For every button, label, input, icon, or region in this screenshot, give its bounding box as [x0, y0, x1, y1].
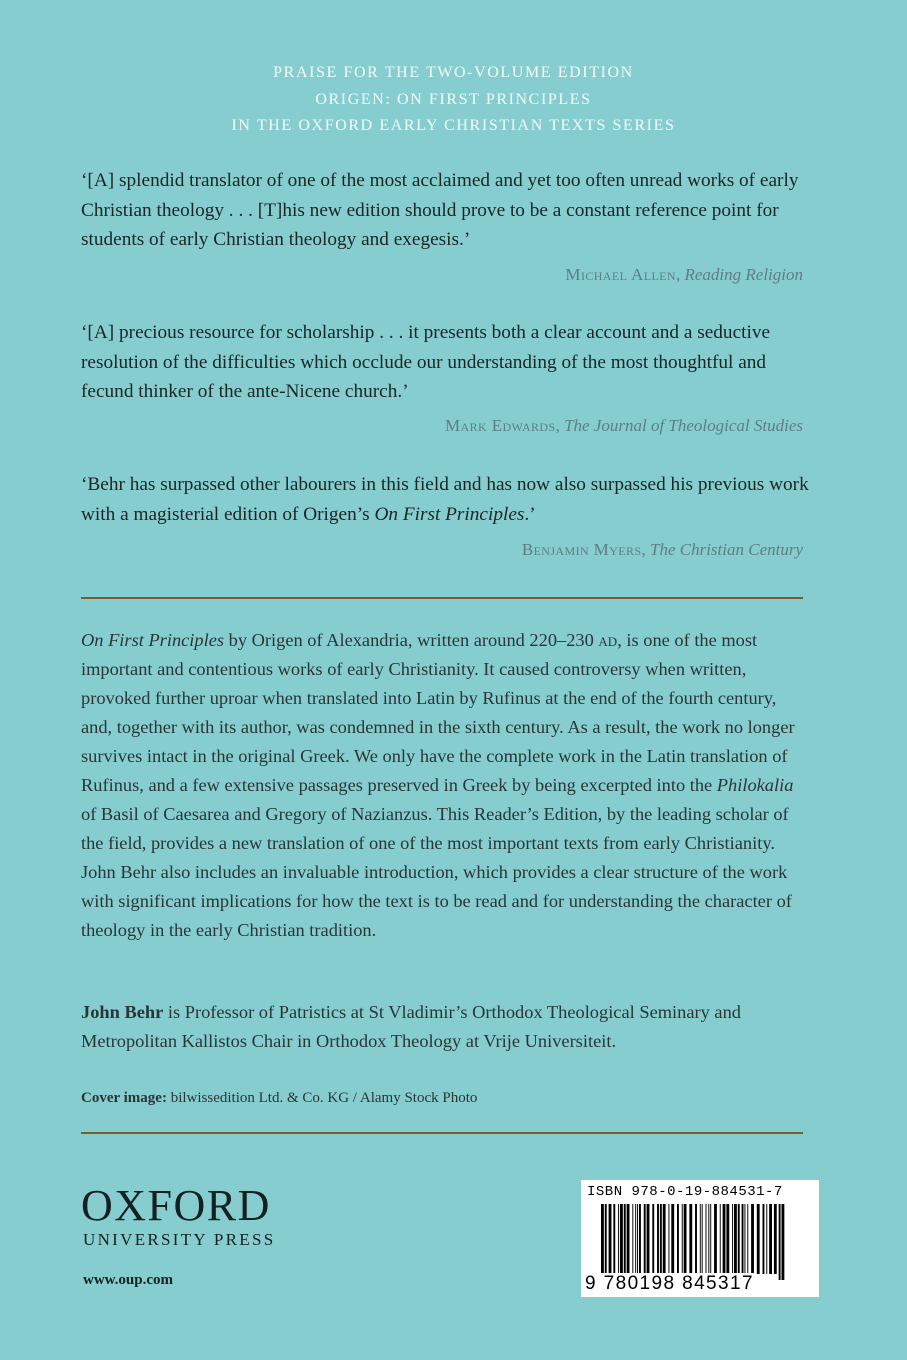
quote-book-title: On First Principles: [374, 503, 525, 525]
quote-source: The Journal of Theological Studies: [564, 416, 803, 435]
author-name: John Behr: [81, 1002, 164, 1022]
publisher-url[interactable]: www.oup.com: [83, 1272, 174, 1288]
quote-attribution-1: Michael Allen, Reading Religion: [565, 265, 803, 284]
quote-text-part: ‘Behr has surpassed other labourers in this field and has now also surpassed his previous work with a magisterial edition of Origen’s: [81, 474, 809, 525]
barcode-bar: [609, 1204, 612, 1274]
barcode-bar: [644, 1204, 646, 1274]
barcode-bar: [671, 1204, 674, 1274]
barcode-bar: [723, 1204, 726, 1274]
isbn-barcode: [581, 1180, 819, 1297]
barcode-bar: [632, 1204, 633, 1274]
barcode-bar: [751, 1204, 754, 1274]
barcode-bar: [605, 1204, 607, 1280]
quote-source: Reading Religion: [684, 265, 803, 284]
ean-digits: 9 780198 845317: [585, 1273, 754, 1294]
quote-author: Mark Edwards: [445, 416, 556, 435]
isbn-label: ISBN 978-0-19-884531-7: [587, 1184, 783, 1200]
barcode-bars: [581, 1204, 819, 1280]
quote-text-part: .’: [524, 503, 536, 525]
barcode-bar: [782, 1204, 785, 1280]
barcode-bar: [732, 1204, 733, 1274]
review-quote-1: [81, 166, 811, 255]
barcode-bar: [652, 1204, 654, 1274]
barcode-bar: [660, 1204, 662, 1274]
publisher-subtitle: UNIVERSITY PRESS: [83, 1230, 276, 1249]
barcode-bar: [618, 1204, 619, 1274]
barcode-bar: [689, 1204, 692, 1280]
barcode-bar: [700, 1204, 701, 1274]
description-paragraph: [81, 626, 811, 945]
era-label: ad: [598, 630, 618, 650]
barcode-bar: [708, 1204, 709, 1274]
quote-author: Michael Allen: [565, 265, 676, 284]
praise-header: [0, 60, 907, 140]
barcode-bar: [635, 1204, 636, 1274]
barcode-bar: [601, 1204, 604, 1280]
barcode-bar: [684, 1204, 687, 1274]
barcode-bar: [726, 1204, 729, 1274]
quote-attribution-3: Benjamin Myers, The Christian Century: [521, 540, 803, 559]
barcode-bar: [742, 1204, 744, 1274]
description-text: of Basil of Caesarea and Gregory of Nazianzus. This Reader’s Edition, by the leading scholar of the field, provides a new translation of one of the most important texts from early Christianity. John Behr also includes an invaluable introduction, which provides a clear structure of the work with significant implications for how the text is to be read and for understanding the character of theology in the early Christian tradition.: [81, 804, 792, 940]
barcode-bar: [747, 1204, 748, 1274]
bio-paragraph: [81, 998, 811, 1056]
barcode-bar: [706, 1204, 707, 1274]
barcode-bar: [702, 1204, 703, 1274]
barcode-bar: [695, 1204, 697, 1280]
barcode-bar: [637, 1204, 638, 1274]
barcode-bar: [720, 1204, 721, 1274]
barcode-bar: [613, 1204, 615, 1274]
quote-author: Benjamin Myers: [521, 540, 642, 559]
barcode-bar: [734, 1204, 737, 1274]
description-text: , is one of the most important and contentious works of early Christianity. It caused controversy when written, provoked further uproar when translated into Latin by Rufinus at the end of the fourth century, and, together with its author, was condemned in the sixth century. As a result, the work no longer survives intact in the original Greek. We only have the complete work in the Latin translation of Rufinus, and a few extensive passages preserved in Greek by being excerpted into the: [81, 630, 795, 795]
barcode-bar: [647, 1204, 650, 1274]
divider-rule: [81, 597, 803, 599]
barcode-bar: [738, 1204, 740, 1274]
barcode-bar: [774, 1204, 777, 1274]
author-bio: [81, 998, 811, 1056]
philokalia-title: Philokalia: [716, 775, 794, 795]
quote-text: ‘[A] splendid translator of one of the most acclaimed and yet too often unread works of early Christian theology . . . [T]his new edition should prove to be a constant reference point for students of early Christian theology and exegesis.’: [81, 170, 799, 250]
quote-text: [81, 470, 811, 529]
barcode-bar: [710, 1204, 711, 1274]
barcode-bar: [620, 1204, 623, 1274]
barcode-bar: [639, 1204, 641, 1274]
barcode-bar: [682, 1204, 683, 1274]
review-quote-3: [81, 470, 811, 529]
praise-header-line: ORIGEN: ON FIRST PRINCIPLES: [315, 90, 592, 108]
quote-source: The Christian Century: [649, 540, 803, 559]
book-title: On First Principles: [81, 630, 225, 650]
review-quote-2: [81, 318, 811, 407]
barcode-bar: [763, 1204, 765, 1274]
barcode-bar: [766, 1204, 767, 1274]
quote-text: ‘[A] precious resource for scholarship . . . it presents both a clear account and a seductive resolution of the difficulties which occlude our understanding of the most thoughtful and fecund thinker of the ante-Nicene church.’: [81, 322, 771, 402]
barcode-bar: [779, 1204, 781, 1280]
barcode-bar: [668, 1204, 669, 1274]
praise-header-line: PRAISE FOR THE TWO-VOLUME EDITION: [273, 64, 634, 81]
barcode-bar: [744, 1204, 745, 1274]
barcode-bar: [627, 1204, 630, 1274]
book-description: [81, 626, 811, 945]
publisher-logo: OXFORD: [81, 1181, 271, 1230]
barcode-bar: [663, 1204, 666, 1274]
divider-rule: [81, 1132, 803, 1134]
praise-header-line: IN THE OXFORD EARLY CHRISTIAN TEXTS SERIES: [231, 117, 676, 134]
description-text: by Origen of Alexandria, written around 220–230: [224, 630, 599, 650]
barcode-bar: [714, 1204, 717, 1274]
barcode-bar: [624, 1204, 626, 1274]
barcode-bar: [677, 1204, 679, 1274]
bio-text: is Professor of Patristics at St Vladimir’s Orthodox Theological Seminary and Metropolitan Kallistos Chair in Orthodox Theology at Vrije Universiteit.: [81, 1002, 741, 1051]
credit-label: Cover image:: [81, 1090, 167, 1106]
quote-attribution-2: Mark Edwards, The Journal of Theological Studies: [445, 416, 803, 435]
credit-text: bilwissedition Ltd. & Co. KG / Alamy Stock Photo: [166, 1090, 478, 1106]
barcode-bar: [769, 1204, 772, 1274]
barcode-bar: [657, 1204, 659, 1274]
cover-credit: [81, 1090, 477, 1107]
barcode-bar: [757, 1204, 760, 1274]
